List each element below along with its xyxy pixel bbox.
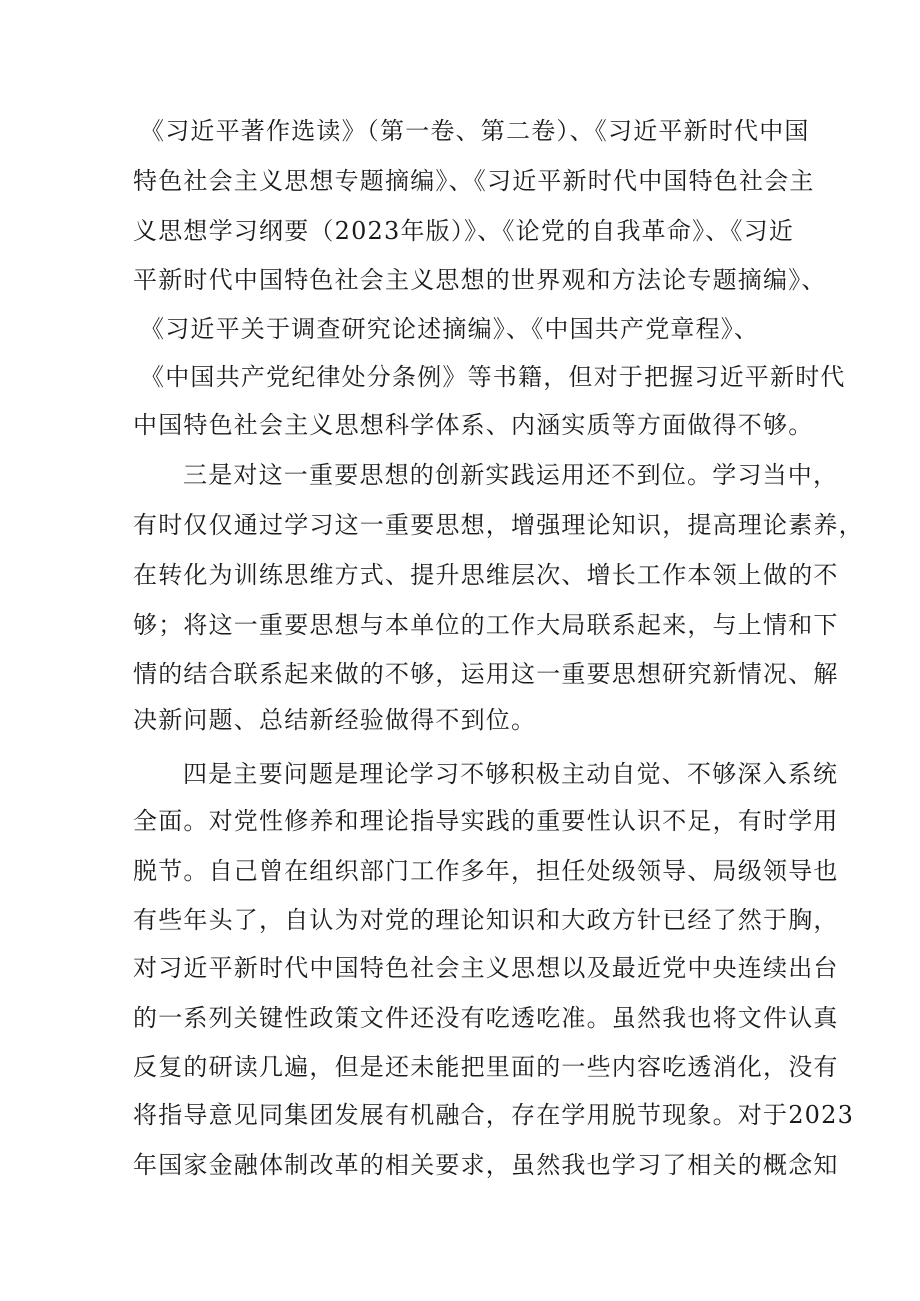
- text-line-14: 四是主要问题是理论学习不够积极主动自觉、不够深入系统: [183, 760, 839, 788]
- text-line-13: 决新问题、总结新经验做得不到位。: [133, 706, 537, 734]
- text-line-1: 《习近平著作选读》（第一卷、第二卷）、《习近平新时代中国: [140, 117, 810, 145]
- text-line-18: 对习近平新时代中国特色社会主义思想以及最近党中央连续出台: [133, 954, 839, 982]
- text-line-12: 情的结合联系起来做的不够，运用这一重要思想研究新情况、解: [133, 660, 839, 688]
- text-line-8: 三是对这一重要思想的创新实践运用还不到位。学习当中，: [183, 461, 839, 489]
- text-line-10: 在转化为训练思维方式、提升思维层次、增长工作本领上做的不: [133, 561, 839, 589]
- text-line-19: 的一系列关键性政策文件还没有吃透吃准。虽然我也将文件认真: [133, 1004, 839, 1032]
- text-line-17: 有些年头了，自认为对党的理论知识和大政方针已经了然于胸，: [133, 906, 839, 934]
- text-line-5: 《习近平关于调查研究论述摘编》、《中国共产党章程》、: [140, 315, 760, 343]
- text-line-2: 特色社会主义思想专题摘编》、《习近平新时代中国特色社会主: [133, 167, 815, 195]
- text-line-20: 反复的研读几遍，但是还未能把里面的一些内容吃透消化，没有: [133, 1053, 839, 1081]
- text-line-21: 将指导意见同集团发展有机融合，存在学用脱节现象。对于2023: [133, 1101, 855, 1129]
- text-line-22: 年国家金融体制改革的相关要求，虽然我也学习了相关的概念知: [133, 1151, 839, 1179]
- text-line-15: 全面。对党性修养和理论指导实践的重要性认识不足，有时学用: [133, 807, 839, 835]
- text-line-3: 义思想学习纲要（2023年版）》、《论党的自我革命》、《习近: [133, 217, 795, 245]
- text-line-11: 够；将这一重要思想与本单位的工作大局联系起来，与上情和下: [133, 611, 839, 639]
- text-line-6: 《中国共产党纪律处分条例》等书籍，但对于把握习近平新时代: [140, 363, 846, 391]
- text-line-9: 有时仅仅通过学习这一重要思想，增强理论知识，提高理论素养，: [133, 511, 864, 539]
- text-line-4: 平新时代中国特色社会主义思想的世界观和方法论专题摘编》、: [133, 266, 827, 294]
- text-line-16: 脱节。自己曾在组织部门工作多年，担任处级领导、局级领导也: [133, 857, 839, 885]
- text-line-7: 中国特色社会主义思想科学体系、内涵实质等方面做得不够。: [133, 411, 814, 439]
